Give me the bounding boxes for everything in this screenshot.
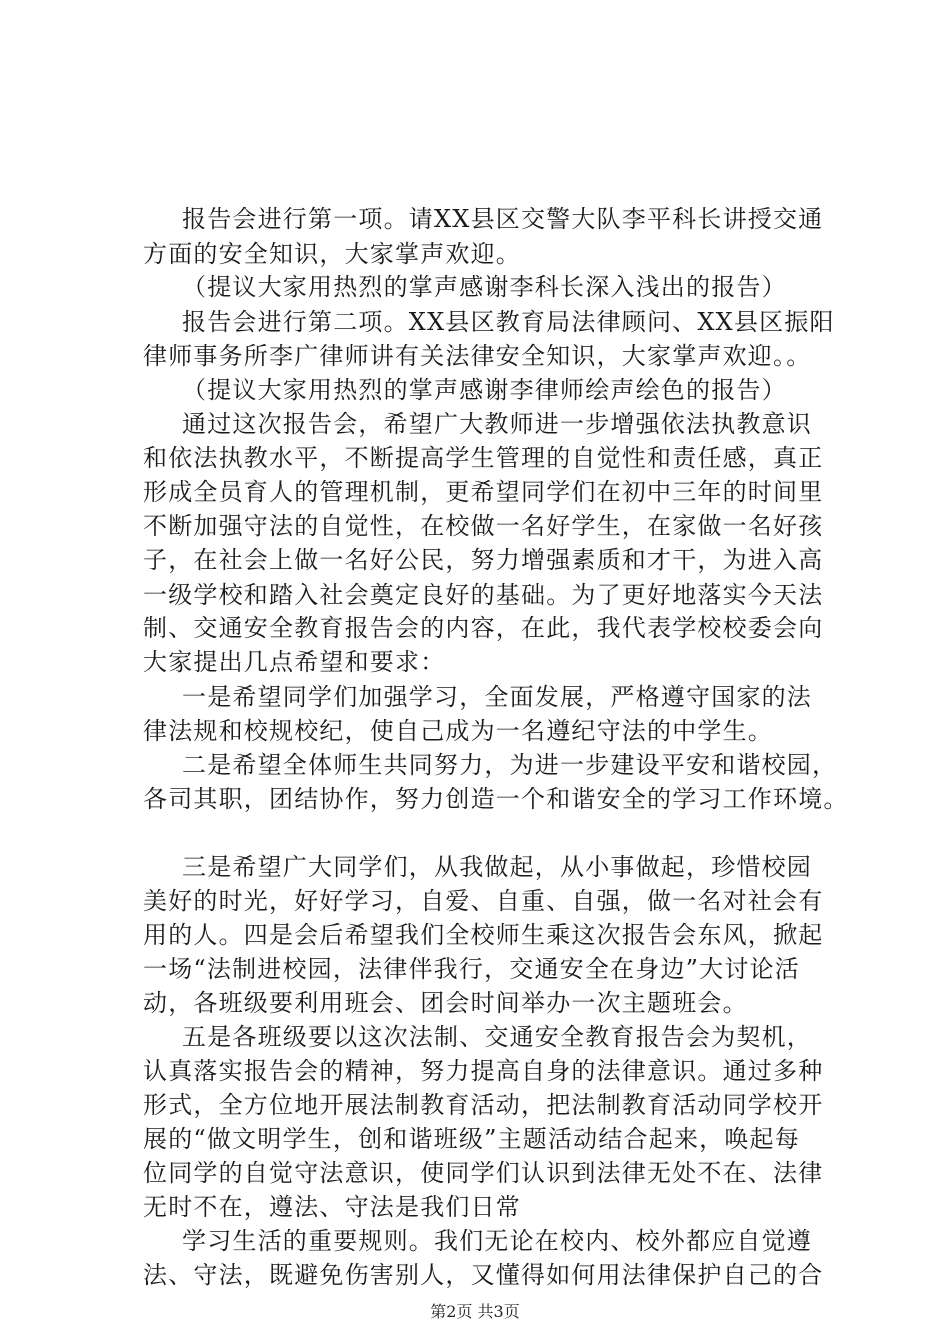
paragraph-line: 不断加强守法的自觉性，在校做一名好学生，在家做一名好孩 [143, 512, 824, 540]
paragraph-line: 和依法执教水平，不断提高学生管理的自觉性和责任感，真正 [143, 444, 824, 472]
paragraph-line: 用的人。四是会后希望我们全校师生乘这次报告会东风，掀起 [143, 921, 824, 949]
paragraph-line: 三是希望广大同学们，从我做起，从小事做起，珍惜校园 [182, 853, 812, 881]
paragraph-line: 方面的安全知识，大家掌声欢迎。 [143, 240, 521, 268]
paragraph-line: （提议大家用热烈的掌声感谢李科长深入浅出的报告） [182, 273, 787, 301]
paragraph-line: 子，在社会上做一名好公民，努力增强素质和才干，为进入高 [143, 546, 824, 574]
paragraph-line: 大家提出几点希望和要求： [143, 648, 446, 676]
page-number-footer: 第2页 共3页 [430, 1302, 520, 1321]
paragraph-line: 一是希望同学们加强学习，全面发展，严格遵守国家的法 [182, 683, 812, 711]
paragraph-line: 五是各班级要以这次法制、交通安全教育报告会为契机， [182, 1023, 812, 1051]
paragraph-line: 形成全员育人的管理机制，更希望同学们在初中三年的时间里 [143, 478, 824, 506]
paragraph-line: 律法规和校规校纪，使自己成为一名遵纪守法的中学生。 [143, 717, 773, 745]
paragraph-line: 无时不在，遵法、守法是我们日常 [143, 1193, 521, 1221]
paragraph-line: 报告会进行第二项。XX县区教育局法律顾问、XX县区振阳 [182, 308, 835, 336]
paragraph-line: （提议大家用热烈的掌声感谢李律师绘声绘色的报告） [182, 376, 787, 404]
paragraph-line: 形式，全方位地开展法制教育活动，把法制教育活动同学校开 [143, 1091, 824, 1119]
paragraph-line: 律师事务所李广律师讲有关法律安全知识，大家掌声欢迎。。 [143, 342, 812, 370]
paragraph-line: 一级学校和踏入社会奠定良好的基础。为了更好地落实今天法 [143, 581, 824, 609]
paragraph-line: 位同学的自觉守法意识，使同学们认识到法律无处不在、法律 [143, 1159, 824, 1187]
paragraph-line: 制、交通安全教育报告会的内容，在此，我代表学校校委会向 [143, 614, 824, 642]
paragraph-line: 动，各班级要利用班会、团会时间举办一次主题班会。 [143, 989, 748, 1017]
paragraph-line: 美好的时光，好好学习，自爱、自重、自强，做一名对社会有 [143, 887, 824, 915]
paragraph-line: 报告会进行第一项。请XX县区交警大队李平科长讲授交通 [182, 205, 824, 233]
paragraph-line: 二是希望全体师生共同努力，为进一步建设平安和谐校园， [182, 751, 838, 779]
paragraph-line: 认真落实报告会的精神，努力提高自身的法律意识。通过多种 [143, 1057, 824, 1085]
paragraph-line: 一场“法制进校园，法律伴我行，交通安全在身边”大讨论活 [143, 955, 800, 983]
paragraph-line: 展的“做文明学生，创和谐班级”主题活动结合起来，唤起每 [143, 1125, 800, 1153]
paragraph-line: 法、守法，既避免伤害别人，又懂得如何用法律保护自己的合 [143, 1261, 824, 1289]
paragraph-line: 各司其职，团结协作，努力创造一个和谐安全的学习工作环境。 [143, 785, 849, 813]
paragraph-line: 学习生活的重要规则。我们无论在校内、校外都应自觉遵 [182, 1227, 812, 1255]
paragraph-line: 通过这次报告会，希望广大教师进一步增强依法执教意识 [182, 410, 812, 438]
